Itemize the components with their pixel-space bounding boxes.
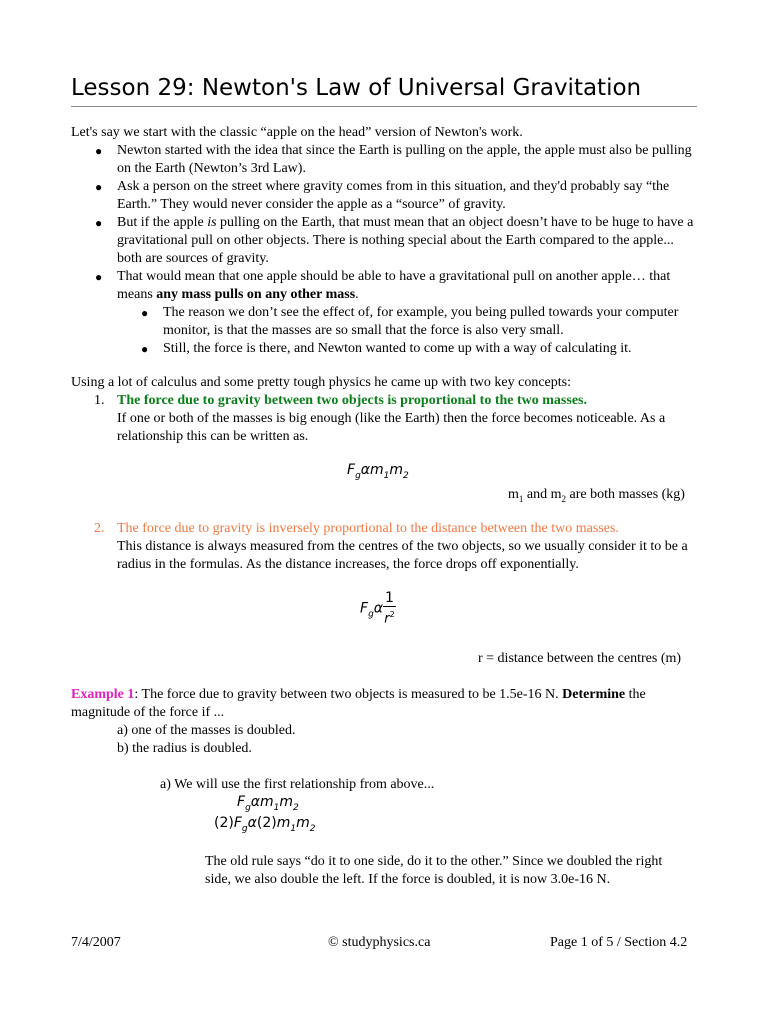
bullet-icon: ● — [141, 342, 149, 356]
answer-formula-2: $(2)F_g\alpha(2)m_1m_2$ — [214, 815, 316, 834]
list-item: ● Newton started with the idea that since the Earth is pulling on the apple, the apple must also be pulling on the Earth (Newton’s 3rd Law). — [95, 143, 692, 176]
page-title: Lesson 29: Newton's Law of Universal Gravitation — [71, 72, 697, 107]
answer-formula-1: $F_g\alpha m_1m_2$ — [237, 794, 299, 813]
list-item: ● Ask a person on the street where gravity comes from in this situation, and they'd probably say “the Earth.” They would never consider the apple as a “source” of gravity. — [95, 179, 670, 212]
bullet-icon: ● — [95, 180, 103, 194]
bullet-icon: ● — [95, 144, 103, 158]
list-item: ● But if the apple is pulling on the Earth, that must mean that an object doesn’t have to be huge to have a gravitational pull on other objects. There is nothing special about the Earth compared to the apple... both are sources of gravity. — [95, 215, 694, 266]
footer-page: Page 1 of 5 / Section 4.2 — [550, 935, 688, 950]
bullet-icon: ● — [95, 216, 103, 230]
concept-1-number: 1. — [94, 393, 105, 408]
concept-2-number: 2. — [94, 521, 105, 536]
concept-2-text: This distance is always measured from the centres of the two objects, so we usually consider it to be a radius in the formulas. As the distance increases, the force drops off exponentially. — [117, 539, 688, 572]
answer-a-intro: a) We will use the first relationship from above... — [160, 777, 435, 792]
list-item: ● The reason we don’t see the effect of, for example, you being pulled towards your computer monitor, is that the masses are so small that the force is also very small. — [141, 305, 679, 338]
proportional-mass-formula: $F_g\alpha m_1m_2$ — [347, 462, 409, 481]
bullet-list — [71, 142, 701, 358]
concept-1-text: If one or both of the masses is big enough (like the Earth) then the force becomes noticeable. As a relationship this can be written as. — [117, 411, 666, 444]
distance-note: r = distance between the centres (m) — [478, 651, 682, 666]
inverse-distance-formula: $F_g\alpha$ $\frac{1}{r^2}$ — [360, 590, 395, 627]
sub-bullet-list — [117, 304, 701, 358]
list-item: ● That would mean that one apple should be able to have a gravitational pull on another apple… that means any mass pulls on any other mass. ● The reason we don’t see the effect of, for example, you being pulled towards your computer monitor, is that the masses are so small that the force is also very small. ● Still, the force is there, and Newton wanted to come up with a way of calculating it. — [71, 268, 701, 358]
mass-note: $m_1$ and $m_2$ are both masses (kg) — [508, 487, 685, 504]
footer-site: © studyphysics.ca — [328, 935, 431, 950]
list-item: ● Still, the force is there, and Newton wanted to come up with a way of calculating it. — [141, 341, 632, 356]
example-1-statement: Example 1: The force due to gravity between two objects is measured to be 1.5e-16 N. Determine the magnitude of the force if ... — [71, 687, 646, 720]
answer-explanation: The old rule says “do it to one side, do it to the other.” Since we doubled the right side, we also double the left. If the force is doubled, it is now 3.0e-16 N. — [205, 854, 663, 887]
fraction: $\frac{1}{r^2}$ — [384, 590, 395, 627]
bullet-icon: ● — [141, 306, 149, 320]
concept-1-heading: The force due to gravity between two objects is proportional to the two masses. — [117, 393, 587, 408]
intro-paragraph: Let's say we start with the classic “apple on the head” version of Newton's work. — [71, 125, 523, 140]
calculus-intro: Using a lot of calculus and some pretty tough physics he came up with two key concepts: — [71, 375, 572, 390]
example-part-b: b) the radius is doubled. — [117, 741, 252, 756]
concept-2-heading: The force due to gravity is inversely proportional to the distance between the two masses. — [117, 521, 619, 536]
bullet-icon: ● — [95, 270, 103, 284]
example-part-a: a) one of the masses is doubled. — [117, 723, 296, 738]
footer-date: 7/4/2007 — [71, 935, 121, 950]
